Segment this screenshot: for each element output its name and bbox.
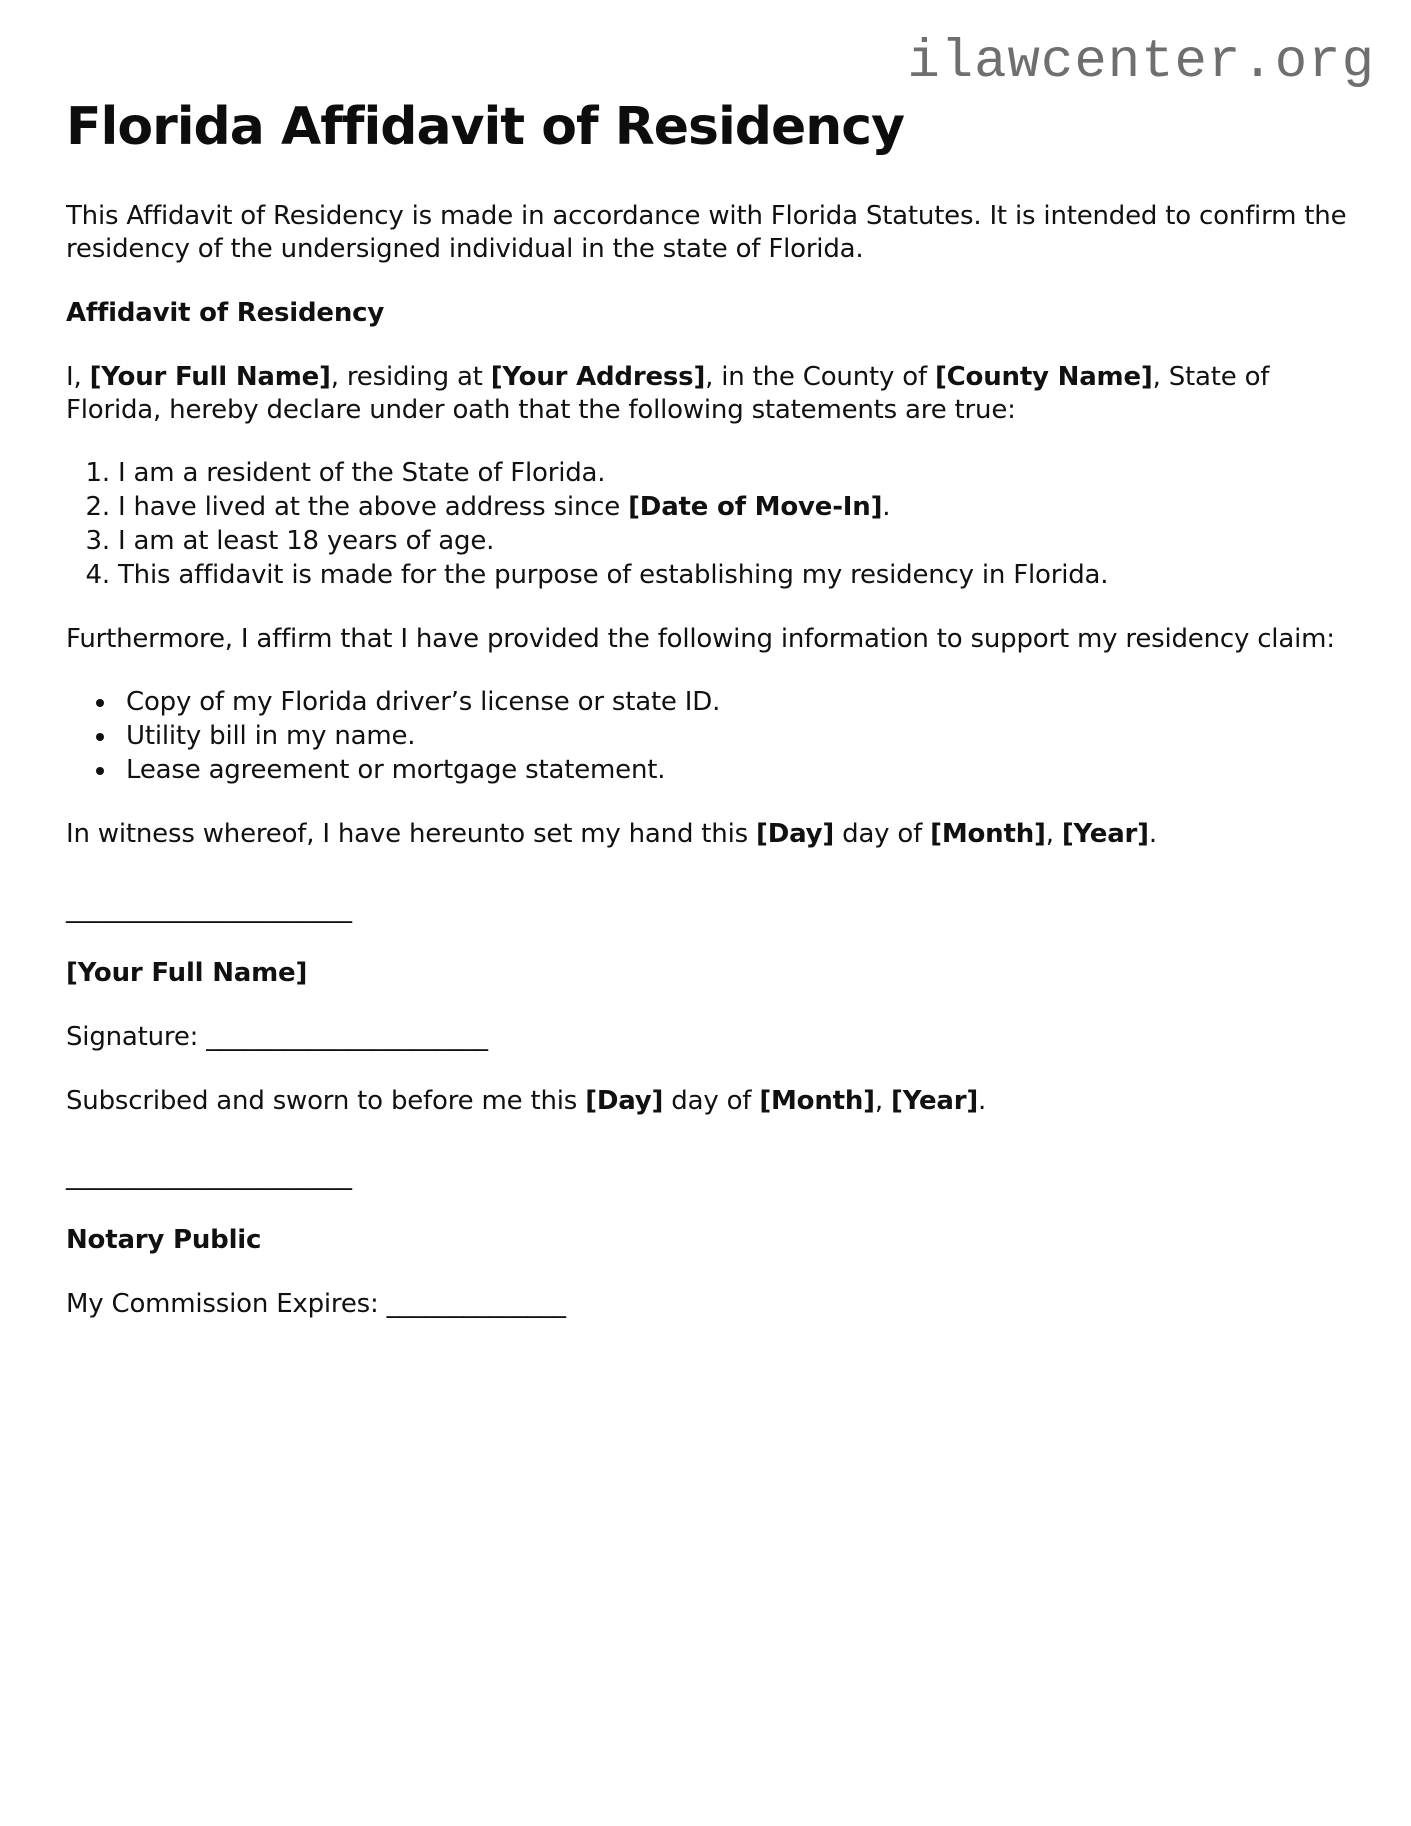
- support-item-lease: • Lease agreement or mortgage statement.: [118, 754, 1348, 787]
- notary-title-label: Notary Public: [66, 1225, 262, 1256]
- commission-expires-row: My Commission Expires: ______________: [66, 1289, 566, 1320]
- sworn-paragraph: Subscribed and sworn to before me this [Day] day of [Month], [Year].: [66, 1086, 987, 1117]
- support-documents-list: [66, 686, 1348, 787]
- statement-item-2: 2. I have lived at the above address since [Date of Move-In].: [118, 491, 1348, 524]
- support-intro-paragraph: Furthermore, I affirm that I have provided the following information to support my residency claim:: [66, 624, 1335, 655]
- statements-list: [66, 457, 1348, 592]
- support-item-license: • Copy of my Florida driver’s license or state ID.: [118, 686, 1348, 719]
- statement-item-4: 4. This affidavit is made for the purpose of establishing my residency in Florida.: [118, 559, 1348, 592]
- document-content: [66, 96, 1348, 1331]
- bottom-whitespace: [66, 1321, 1348, 1331]
- affiant-signature-line: ______________________: [66, 894, 352, 925]
- statement-item-1: 1. I am a resident of the State of Florida.: [118, 457, 1348, 490]
- affiant-name-label: [Your Full Name]: [66, 958, 308, 989]
- declaration-paragraph: I, [Your Full Name], residing at [Your Address], in the County of [County Name], State of Florida, hereby declare under oath that the following statements are true:: [66, 362, 1270, 426]
- document-title: Florida Affidavit of Residency: [66, 97, 905, 157]
- signature-row: Signature: ______________________: [66, 1022, 488, 1053]
- intro-paragraph: This Affidavit of Residency is made in accordance with Florida Statutes. It is intended to confirm the residency of the undersigned individual in the state of Florida.: [66, 201, 1347, 265]
- site-watermark: ilawcenter.org: [907, 32, 1375, 93]
- support-item-utility-bill: • Utility bill in my name.: [118, 720, 1348, 753]
- witness-paragraph: In witness whereof, I have hereunto set my hand this [Day] day of [Month], [Year].: [66, 819, 1157, 850]
- statement-item-3: 3. I am at least 18 years of age.: [118, 525, 1348, 558]
- affidavit-section-heading: Affidavit of Residency: [66, 298, 385, 329]
- notary-signature-line: ______________________: [66, 1161, 352, 1192]
